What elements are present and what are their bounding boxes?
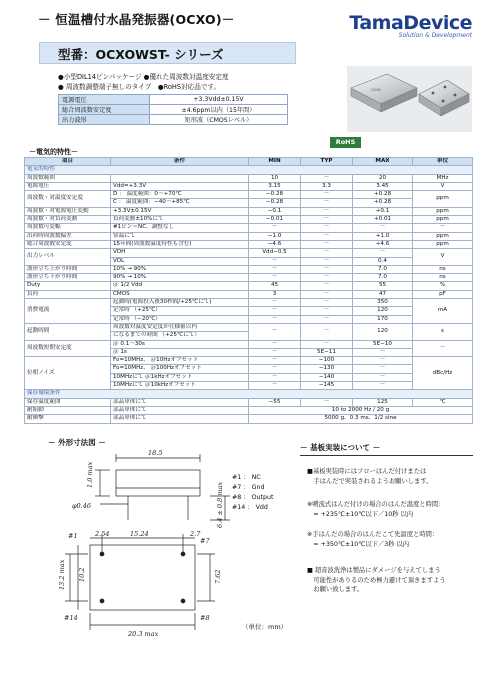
cell [111, 174, 249, 182]
cell: － [249, 315, 301, 323]
cell: ppm [413, 207, 473, 215]
cell: −130 [301, 365, 353, 373]
feature-line-1: ●小型DIL14ピンパッケージ ●優れた周波数対温度安定度 [58, 73, 229, 81]
pin-1-label: #1 [68, 532, 78, 540]
cell: −140 [301, 373, 353, 381]
cell: 10 [249, 174, 301, 182]
spec-group-row [25, 390, 473, 398]
table-row [25, 340, 473, 348]
svg-text:OCXO: OCXO [371, 88, 382, 92]
cell: － [301, 216, 353, 224]
cell: 出力レベル [25, 249, 111, 266]
table-row [25, 274, 473, 282]
cell: 10MHzにて ＠10kHzオフセット [111, 382, 249, 390]
cell: 負荷変動±10%にて [111, 216, 249, 224]
mounting-line: ※噴流式はんだ付けの場合のはんだ温度と時間： [307, 501, 445, 508]
summary-table [58, 94, 288, 125]
col-header: TYP [301, 158, 353, 166]
cell: ＠ 1s [111, 348, 249, 356]
group-label: 電気的特性 [25, 166, 473, 174]
cell: 耐振動 [25, 406, 111, 414]
cell: 170 [353, 315, 413, 323]
table-row [25, 323, 473, 331]
cell: 部品単体にて [111, 415, 249, 423]
dim-pin-diameter: φ0.46 [72, 502, 92, 510]
cell: 保存温度範囲 [25, 398, 111, 406]
cell: V [413, 182, 473, 190]
cell: － [249, 365, 301, 373]
pin-item: #8 ： Output [232, 494, 274, 501]
cell: 負荷 [25, 290, 111, 298]
cell: － [249, 307, 301, 315]
cell: CMOS [111, 290, 249, 298]
cell: −0.1 [249, 207, 301, 215]
cell: － [301, 290, 353, 298]
cell: ppm [413, 216, 473, 224]
cell: 120 [353, 307, 413, 315]
group-label: 保存環境条件 [25, 390, 473, 398]
cell: － [301, 307, 353, 315]
cell: － [301, 240, 353, 248]
cell: +0.28 [353, 191, 413, 199]
dim-pin-length: 6.4 ± 0.8 max [216, 481, 224, 528]
cell: 周波数可変幅 [25, 224, 111, 232]
brand-logo [322, 12, 472, 39]
dim-top-width: 18.5 [148, 449, 163, 457]
table-row [25, 224, 473, 232]
cell: 周波数・対電源電圧変動 [25, 207, 111, 215]
cell: −55 [249, 398, 301, 406]
mounting-title: － 基板実装について － [300, 443, 381, 452]
cell: 120 [353, 323, 413, 340]
mounting-line: ■ 超音波洗浄は製品にダメージを与えてしまう [307, 567, 441, 574]
summary-value: +3.3Vdd±0.15V [150, 95, 288, 105]
cell: 350 [353, 299, 413, 307]
dimension-figure-title: － 外形寸法図 － [48, 438, 106, 447]
table-row [25, 357, 473, 365]
col-header: MIN [249, 158, 301, 166]
cell: － [353, 348, 413, 356]
cell: −0.28 [249, 199, 301, 207]
cell: ℃ [413, 398, 473, 406]
cell: Fo=10MHz、 ＠10Hzオフセット [111, 357, 249, 365]
cell: 部品単体にて [111, 398, 249, 406]
cell: － [413, 340, 473, 357]
cell: 5E−11 [301, 348, 353, 356]
cell: ppm [413, 240, 473, 248]
cell: −4.6 [249, 240, 301, 248]
cell: 10% → 90% [111, 265, 249, 273]
cell: 5000 g、0.3 ms、1/2 sine [249, 415, 473, 423]
cell: － [301, 323, 353, 340]
table-row [25, 290, 473, 298]
cell: 消費電流 [25, 299, 111, 324]
col-header: MAX [353, 158, 413, 166]
side-view [95, 454, 230, 520]
cell: 周波数・対温度安定度 [25, 191, 111, 208]
cell: － [353, 249, 413, 257]
cell: － [301, 340, 353, 348]
cell: － [249, 373, 301, 381]
brand-name: TamaDevice [349, 12, 472, 34]
cell: － [301, 191, 353, 199]
mounting-paragraph-1 [307, 467, 477, 486]
cell: s [413, 323, 473, 340]
cell: 0.4 [353, 257, 413, 265]
cell: 波形立ち下がり時間 [25, 274, 111, 282]
dim-body-height: 13.2 max [58, 559, 66, 590]
table-row [25, 207, 473, 215]
cell: 耐衝撃 [25, 415, 111, 423]
cell: 出荷時周波数偏差 [25, 232, 111, 240]
cell: － [301, 265, 353, 273]
cell: 20 [353, 174, 413, 182]
cell: +3.3V±0.15V [111, 207, 249, 215]
cell: － [301, 274, 353, 282]
cell: −0.01 [249, 216, 301, 224]
cell: 総合周波数安定度 [25, 240, 111, 248]
cell: Vdd=+3.3V [111, 182, 249, 190]
cell: － [249, 257, 301, 265]
cell: 10MHzにて ＠1kHzオフセット [111, 373, 249, 381]
cell: － [301, 282, 353, 290]
cell: － [353, 365, 413, 373]
cell: 7.0 [353, 265, 413, 273]
cell: － [353, 357, 413, 365]
cell: － [353, 224, 413, 232]
cell: C ： 温度範囲：−40〜+85℃ [111, 199, 249, 207]
table-row [25, 232, 473, 240]
cell: mA [413, 299, 473, 324]
cell: +0.01 [353, 216, 413, 224]
cell: −145 [301, 382, 353, 390]
cell: 定常時 （−20℃） [111, 315, 249, 323]
table-row [25, 299, 473, 307]
mounting-paragraph-2 [307, 500, 477, 519]
cell: #1ピン＝NC、調整なし [111, 224, 249, 232]
cell: 45 [249, 282, 301, 290]
mounting-line: = +235℃±10℃以下／10秒 以内 [307, 510, 414, 518]
cell: 47 [353, 290, 413, 298]
cell: +0.1 [353, 207, 413, 215]
cell: 3.15 [249, 182, 301, 190]
mounting-paragraph-3 [307, 530, 477, 549]
cell: dBc/Hz [413, 357, 473, 390]
table-row [25, 415, 473, 423]
cell: になるまでの時間 （+25℃にて） [111, 332, 249, 340]
cell: Duty [25, 282, 111, 290]
cell: +0.28 [353, 199, 413, 207]
cell: 周波数対温度安定度が仕様値以内 [111, 323, 249, 331]
col-header: 項目 [25, 158, 111, 166]
cell: － [301, 207, 353, 215]
cell: ns [413, 265, 473, 273]
cell: － [249, 224, 301, 232]
dim-pitch-15.24: 15.24 [130, 530, 149, 538]
cell: Fo=10MHz、 ＠100Hzオフセット [111, 365, 249, 373]
mounting-line: 手はんだで実装されるようお願いします。 [307, 477, 433, 485]
dimension-drawing [50, 448, 250, 638]
cell: － [249, 348, 301, 356]
cell: － [301, 249, 353, 257]
table-row [25, 398, 473, 406]
summary-label: 総合周波数安定度 [59, 105, 150, 115]
cell: － [249, 357, 301, 365]
mounting-line: ※手はんだの場合のはんだこて先温度と時間： [307, 531, 439, 538]
dim-pin-width: 10.2 [78, 567, 86, 582]
cell: 位相ノイズ [25, 357, 111, 390]
cell: −100 [301, 357, 353, 365]
dim-pin-side: 2.7 [190, 530, 201, 538]
cell: 波形立ち上がり時間 [25, 265, 111, 273]
cell: 55 [353, 282, 413, 290]
dim-pitch-2.54: 2.54 [95, 530, 110, 538]
document-title: － 恒温槽付水晶発振器(OCXO)－ [38, 12, 235, 27]
summary-value: 矩形波（CMOSレベル） [150, 115, 288, 125]
table-row [25, 191, 473, 199]
cell: － [301, 174, 353, 182]
cell: −0.28 [249, 191, 301, 199]
cell: +1.0 [353, 232, 413, 240]
spec-table [24, 157, 473, 424]
cell: 90% → 10% [111, 274, 249, 282]
product-photo [347, 66, 472, 132]
mounting-paragraph-4 [307, 566, 477, 595]
summary-row [59, 115, 288, 125]
table-row [25, 282, 473, 290]
cell: ppm [413, 232, 473, 240]
cell: +4.6 [353, 240, 413, 248]
cell: － [249, 323, 301, 340]
cell: 7.0 [353, 274, 413, 282]
cell: 起動時間 [25, 323, 111, 340]
cell: ppm [413, 191, 473, 208]
cell: 起動時(電源投入後30秒間/+25℃にて) [111, 299, 249, 307]
unit-note: （単位：mm） [242, 623, 288, 631]
cell: 10 to 2000 Hz / 20 g [249, 406, 473, 414]
mounting-line: お願い致します。 [307, 586, 364, 593]
cell: ＠ 0.1〜30s [111, 340, 249, 348]
pin-item: #1 ： NC [232, 474, 261, 481]
dim-pitch-7.62: 7.62 [214, 569, 222, 584]
cell: 15年間(周波数温度特性も含む) [111, 240, 249, 248]
table-row [25, 249, 473, 257]
cell: % [413, 282, 473, 290]
mounting-divider [300, 455, 473, 456]
cell: MHz [413, 174, 473, 182]
cell: 周波数・対負荷変動 [25, 216, 111, 224]
dim-body-width: 20.3 max [128, 630, 159, 638]
brand-tagline: Solution & Development [398, 32, 472, 39]
cell: － [301, 299, 353, 307]
table-row [25, 406, 473, 414]
spec-group-row [25, 166, 473, 174]
cell: － [249, 265, 301, 273]
cell: VOH [111, 249, 249, 257]
mounting-line: = +350℃±10℃以下／3秒 以内 [307, 540, 410, 548]
pin-item: #14 ： Vdd [232, 504, 268, 511]
cell: 周波数範囲 [25, 174, 111, 182]
pin-14-label: #14 [64, 614, 78, 622]
pin-item: #7 ： Gnd [232, 484, 265, 491]
cell: VOL [111, 257, 249, 265]
table-row [25, 174, 473, 182]
cell: － [301, 257, 353, 265]
cell: － [301, 224, 353, 232]
cell: 定常時 （+25℃） [111, 307, 249, 315]
rohs-badge: RoHS [330, 137, 361, 148]
model-banner [39, 42, 296, 64]
cell: 常温にて [111, 232, 249, 240]
table-row [25, 265, 473, 273]
cell: 5E−10 [353, 340, 413, 348]
feature-line-2: ● 周波数調整端子無しのタイプ ●RoHS対応品です。 [58, 83, 221, 91]
cell: － [353, 373, 413, 381]
cell: 3 [249, 290, 301, 298]
table-row [25, 240, 473, 248]
cell: 3.3 [301, 182, 353, 190]
col-header: 条件 [111, 158, 249, 166]
cell: 電源電圧 [25, 182, 111, 190]
cell: V [413, 249, 473, 266]
cell: － [249, 274, 301, 282]
cell: pF [413, 290, 473, 298]
cell: － [249, 382, 301, 390]
cell: ns [413, 274, 473, 282]
pin-7-label: #7 [200, 537, 210, 545]
summary-row [59, 105, 288, 115]
spec-header-row [25, 158, 473, 166]
pin-8-label: #8 [200, 614, 210, 622]
mounting-line: ■基板実装時にはフローはんだ付けまたは [307, 468, 427, 475]
model-name: 型番：OCXOWST- シリーズ [58, 47, 224, 62]
cell: － [353, 382, 413, 390]
cell: 周波数短期安定度 [25, 340, 111, 357]
cell: 3.45 [353, 182, 413, 190]
cell: － [301, 398, 353, 406]
cell: － [249, 299, 301, 307]
summary-label: 出力波形 [59, 115, 150, 125]
cell: D ： 温度範囲：0〜+70℃ [111, 191, 249, 199]
cell: Vdd−0.5 [249, 249, 301, 257]
summary-value: ±4.6ppm以内（15年間） [150, 105, 288, 115]
dim-height: 1.0 max [86, 461, 94, 488]
cell: ＠ 1/2 Vdd [111, 282, 249, 290]
col-header: 単位 [413, 158, 473, 166]
bottom-view [65, 534, 215, 630]
cell: － [301, 315, 353, 323]
cell: － [301, 199, 353, 207]
cell: 部品単体にて [111, 406, 249, 414]
summary-label: 電源電圧 [59, 95, 150, 105]
cell: −1.0 [249, 232, 301, 240]
pin-assignment-list [232, 473, 273, 513]
cell: － [301, 232, 353, 240]
spec-section-title: －電気的特性－ [29, 148, 78, 156]
cell: 125 [353, 398, 413, 406]
cell: － [413, 224, 473, 232]
mounting-line: 可能性がありるのため極力避けて頂きますよう [307, 576, 446, 584]
table-row [25, 216, 473, 224]
cell: － [249, 340, 301, 348]
table-row [25, 182, 473, 190]
summary-row [59, 95, 288, 105]
